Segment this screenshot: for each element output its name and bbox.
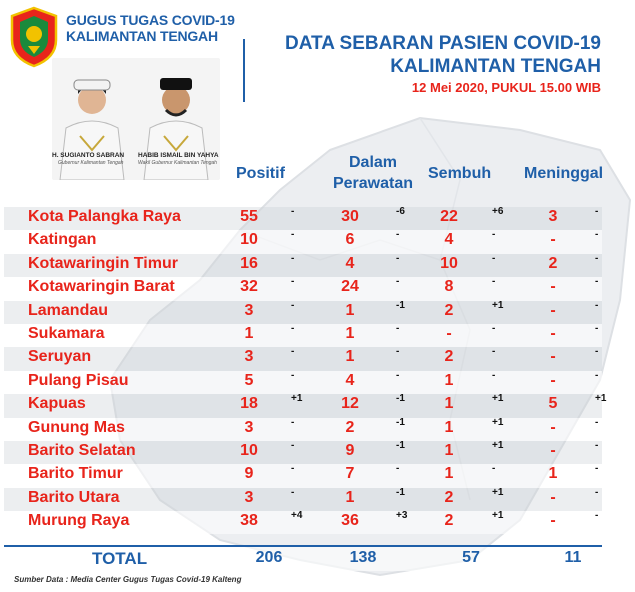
table-row bbox=[4, 301, 602, 324]
meninggal-value: 3 bbox=[548, 208, 558, 225]
sembuh-change: - bbox=[492, 276, 496, 288]
positif-change: - bbox=[291, 206, 295, 217]
sembuh-value: - bbox=[446, 324, 452, 342]
positif-value: 32 bbox=[240, 278, 258, 296]
positif-change: - bbox=[291, 229, 295, 241]
official-2-role: Wakil Gubernur Kalimantan Tengah bbox=[138, 160, 217, 166]
meninggal-change: - bbox=[595, 229, 599, 241]
perawatan-value: 30 bbox=[341, 208, 359, 225]
sembuh-change: +6 bbox=[492, 206, 504, 217]
meninggal-change: - bbox=[595, 322, 599, 334]
meninggal-change: - bbox=[595, 299, 599, 311]
sembuh-value: 22 bbox=[440, 208, 458, 225]
meninggal-change: - bbox=[595, 346, 599, 358]
meninggal-value: - bbox=[550, 418, 556, 436]
perawatan-value: 9 bbox=[345, 441, 355, 459]
table-row bbox=[4, 418, 602, 441]
region-name: Kota Palangka Raya bbox=[28, 208, 181, 225]
region-name: Barito Selatan bbox=[28, 441, 136, 459]
perawatan-value: 1 bbox=[345, 301, 355, 319]
table-row bbox=[4, 511, 602, 534]
sembuh-value: 4 bbox=[444, 231, 454, 249]
region-name: Kotawaringin Timur bbox=[28, 254, 178, 272]
sembuh-value: 1 bbox=[444, 371, 454, 389]
perawatan-change: - bbox=[396, 276, 400, 288]
meninggal-value: - bbox=[550, 231, 556, 249]
page-title bbox=[285, 32, 601, 78]
sembuh-value: 1 bbox=[444, 418, 454, 436]
region-name: Murung Raya bbox=[28, 512, 130, 530]
sembuh-change: +1 bbox=[492, 299, 504, 311]
meninggal-change: - bbox=[595, 206, 599, 217]
header-rule bbox=[243, 39, 245, 102]
perawatan-change: - bbox=[396, 346, 400, 358]
perawatan-change: - bbox=[396, 463, 400, 475]
perawatan-change: -6 bbox=[396, 206, 405, 217]
total-label: TOTAL bbox=[92, 549, 148, 568]
page-title-line1: DATA SEBARAN PASIEN COVID-19 bbox=[285, 33, 601, 54]
positif-value: 38 bbox=[240, 512, 258, 530]
region-name: Kapuas bbox=[28, 395, 86, 413]
sembuh-change: +1 bbox=[492, 510, 504, 522]
table-row bbox=[4, 371, 602, 394]
region-name: Sukamara bbox=[28, 324, 105, 342]
sembuh-change: - bbox=[492, 322, 496, 334]
sembuh-change: +1 bbox=[492, 416, 504, 428]
region-name: Seruyan bbox=[28, 348, 92, 366]
meninggal-value: - bbox=[550, 441, 556, 459]
positif-change: - bbox=[291, 252, 295, 264]
perawatan-value: 36 bbox=[341, 512, 359, 530]
perawatan-change: -1 bbox=[396, 393, 405, 405]
perawatan-value: 7 bbox=[345, 465, 355, 483]
perawatan-change: -1 bbox=[396, 299, 405, 311]
col-header-perawatan-line2: Perawatan bbox=[332, 175, 414, 192]
sembuh-value: 2 bbox=[444, 301, 454, 319]
sembuh-change: +1 bbox=[492, 393, 504, 405]
meninggal-value: - bbox=[550, 371, 556, 389]
sembuh-value: 8 bbox=[444, 278, 454, 296]
positif-value: 3 bbox=[244, 301, 254, 319]
positif-change: - bbox=[291, 416, 295, 428]
meninggal-value: - bbox=[550, 278, 556, 296]
perawatan-value: 2 bbox=[345, 418, 355, 436]
page-title-line2: KALIMANTAN TENGAH bbox=[390, 56, 601, 77]
perawatan-value: 4 bbox=[345, 254, 355, 272]
official-1-name: H. SUGIANTO SABRAN bbox=[52, 152, 125, 159]
table-row bbox=[4, 441, 602, 464]
sembuh-change: - bbox=[492, 252, 496, 264]
data-source: Sumber Data : Media Center Gugus Tugas Covid-19 Kalteng bbox=[14, 575, 242, 584]
perawatan-value: 4 bbox=[345, 371, 355, 389]
positif-value: 3 bbox=[244, 348, 254, 366]
table-row bbox=[4, 207, 602, 230]
perawatan-change: - bbox=[396, 229, 400, 241]
total-sembuh: 57 bbox=[462, 549, 480, 566]
meninggal-value: 1 bbox=[548, 465, 558, 483]
perawatan-change: -1 bbox=[396, 416, 405, 428]
perawatan-value: 6 bbox=[345, 231, 355, 249]
sembuh-change: +1 bbox=[492, 439, 504, 451]
region-name: Pulang Pisau bbox=[28, 371, 129, 389]
sembuh-value: 1 bbox=[444, 465, 454, 483]
sembuh-change: +1 bbox=[492, 486, 504, 498]
sembuh-value: 10 bbox=[440, 254, 458, 272]
meninggal-value: 2 bbox=[548, 254, 558, 272]
table-row bbox=[4, 277, 602, 300]
region-name: Kotawaringin Barat bbox=[28, 278, 175, 296]
data-table bbox=[4, 206, 607, 534]
perawatan-value: 1 bbox=[345, 488, 355, 506]
table-row bbox=[4, 488, 602, 511]
total-row bbox=[4, 545, 602, 571]
table-row bbox=[4, 254, 602, 277]
perawatan-value: 1 bbox=[345, 324, 355, 342]
total-positif: 206 bbox=[255, 549, 283, 566]
perawatan-change: - bbox=[396, 252, 400, 264]
table-row bbox=[4, 464, 602, 487]
positif-change: +1 bbox=[291, 393, 303, 405]
positif-change: - bbox=[291, 322, 295, 334]
positif-value: 18 bbox=[240, 395, 258, 413]
positif-value: 16 bbox=[240, 254, 258, 272]
meninggal-value: - bbox=[550, 324, 556, 342]
col-header-positif: Positif bbox=[236, 165, 285, 182]
positif-value: 10 bbox=[240, 441, 258, 459]
region-name: Katingan bbox=[28, 231, 97, 249]
positif-change: - bbox=[291, 346, 295, 358]
region-name: Lamandau bbox=[28, 301, 109, 319]
positif-value: 9 bbox=[244, 465, 254, 483]
col-header-perawatan bbox=[328, 152, 418, 194]
sembuh-value: 1 bbox=[444, 441, 454, 459]
col-header-perawatan-line1: Dalam bbox=[348, 154, 398, 171]
org-title-line2: KALIMANTAN TENGAH bbox=[66, 28, 218, 44]
official-1-role: Gubernur Kalimantan Tengah bbox=[58, 160, 124, 166]
meninggal-change: +1 bbox=[595, 393, 607, 405]
meninggal-change: - bbox=[595, 276, 599, 288]
positif-change: - bbox=[291, 369, 295, 381]
region-name: Gunung Mas bbox=[28, 418, 125, 436]
report-date: 12 Mei 2020, PUKUL 15.00 WIB bbox=[411, 80, 601, 95]
table-row bbox=[4, 230, 602, 253]
perawatan-value: 12 bbox=[341, 395, 359, 413]
region-name: Barito Timur bbox=[28, 465, 123, 483]
sembuh-change: - bbox=[492, 463, 496, 475]
sembuh-value: 1 bbox=[444, 395, 454, 413]
perawatan-value: 1 bbox=[345, 348, 355, 366]
positif-value: 3 bbox=[244, 418, 254, 436]
meninggal-value: - bbox=[550, 512, 556, 530]
positif-change: - bbox=[291, 299, 295, 311]
sembuh-value: 2 bbox=[444, 512, 454, 530]
table-row bbox=[4, 347, 602, 370]
positif-value: 10 bbox=[240, 231, 258, 249]
positif-value: 5 bbox=[244, 371, 254, 389]
meninggal-change: - bbox=[595, 510, 599, 522]
meninggal-value: - bbox=[550, 301, 556, 319]
total-perawatan: 138 bbox=[349, 549, 377, 566]
meninggal-value: 5 bbox=[548, 395, 558, 413]
meninggal-change: - bbox=[595, 439, 599, 451]
positif-value: 3 bbox=[244, 488, 254, 506]
positif-value: 1 bbox=[244, 324, 254, 342]
col-header-sembuh: Sembuh bbox=[428, 165, 492, 182]
sembuh-change: - bbox=[492, 229, 496, 241]
positif-change: - bbox=[291, 276, 295, 288]
perawatan-value: 24 bbox=[341, 278, 359, 296]
positif-change: - bbox=[291, 463, 295, 475]
perawatan-change: - bbox=[396, 369, 400, 381]
total-meninggal: 11 bbox=[564, 549, 582, 566]
table-row bbox=[4, 324, 602, 347]
meninggal-change: - bbox=[595, 486, 599, 498]
meninggal-change: - bbox=[595, 369, 599, 381]
positif-change: - bbox=[291, 486, 295, 498]
col-header-meninggal: Meninggal bbox=[524, 165, 604, 182]
meninggal-change: - bbox=[595, 463, 599, 475]
meninggal-value: - bbox=[550, 348, 556, 366]
sembuh-change: - bbox=[492, 346, 496, 358]
meninggal-value: - bbox=[550, 488, 556, 506]
official-2-name: HABIB ISMAIL BIN YAHYA bbox=[138, 152, 219, 159]
table-row bbox=[4, 393, 607, 417]
meninggal-change: - bbox=[595, 416, 599, 428]
sembuh-change: - bbox=[492, 369, 496, 381]
perawatan-change: - bbox=[396, 322, 400, 334]
sembuh-value: 2 bbox=[444, 488, 454, 506]
perawatan-change: +3 bbox=[396, 510, 408, 522]
sembuh-value: 2 bbox=[444, 348, 454, 366]
perawatan-change: -1 bbox=[396, 486, 405, 498]
perawatan-change: -1 bbox=[396, 439, 405, 451]
org-title-line1: GUGUS TUGAS COVID-19 bbox=[66, 12, 235, 28]
meninggal-change: - bbox=[595, 252, 599, 264]
positif-value: 55 bbox=[240, 208, 258, 225]
positif-change: +4 bbox=[291, 510, 303, 522]
positif-change: - bbox=[291, 439, 295, 451]
region-name: Barito Utara bbox=[28, 488, 120, 506]
org-title bbox=[66, 12, 235, 44]
